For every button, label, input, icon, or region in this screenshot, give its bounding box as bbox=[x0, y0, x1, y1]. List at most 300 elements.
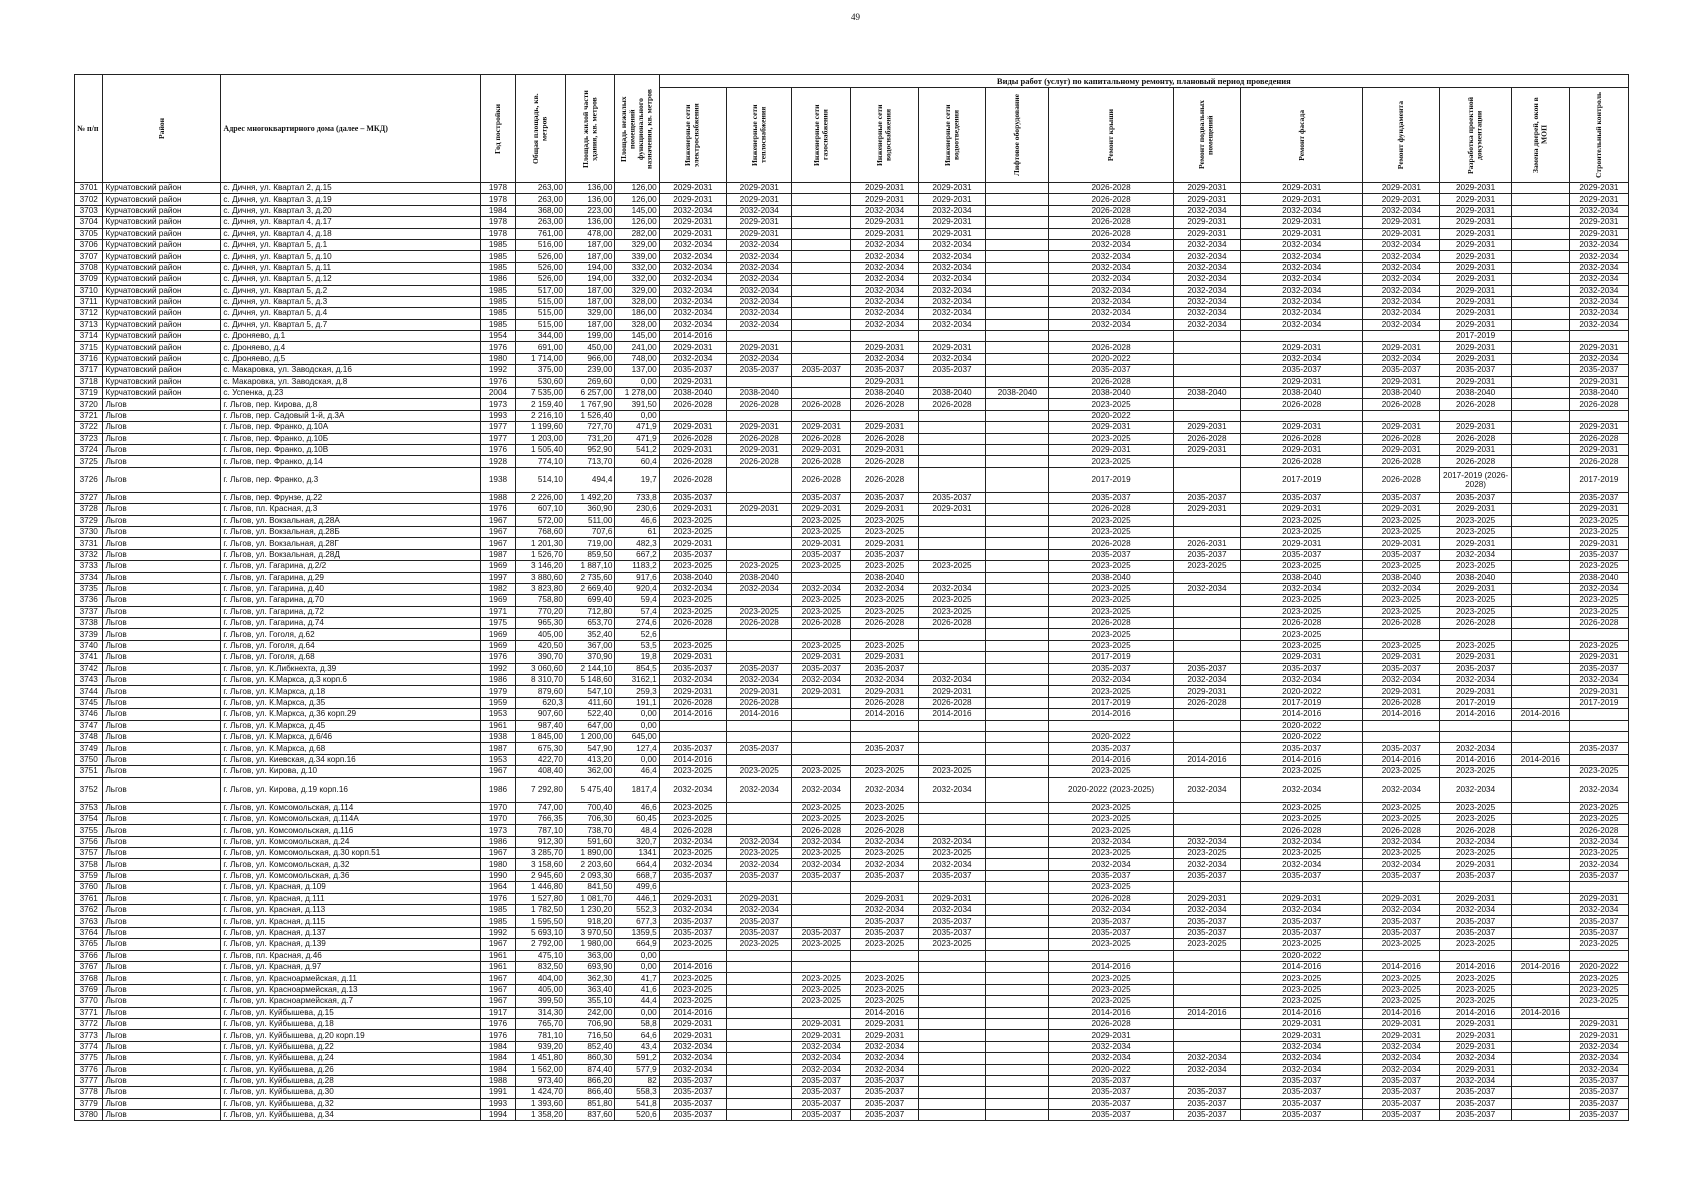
row-work-period: 2026-2028 bbox=[1049, 194, 1173, 205]
row-work-period: 2032-2034 bbox=[1241, 1041, 1363, 1052]
row-work-period bbox=[792, 262, 851, 273]
row-total-area: 765,70 bbox=[516, 1018, 566, 1029]
row-work-period: 2035-2037 bbox=[1363, 492, 1440, 503]
table-row bbox=[75, 422, 1629, 433]
row-number: 3730 bbox=[75, 526, 103, 537]
row-work-period: 2032-2034 bbox=[659, 1053, 726, 1064]
row-work-period bbox=[918, 410, 985, 421]
row-nonres-area: 1359,5 bbox=[615, 927, 659, 938]
row-work-period: 2035-2037 bbox=[1440, 1087, 1512, 1098]
row-number: 3708 bbox=[75, 262, 103, 273]
row-year: 1975 bbox=[480, 618, 516, 629]
row-work-period: 2023-2025 bbox=[727, 766, 792, 777]
row-work-period: 2032-2034 bbox=[1440, 1053, 1512, 1064]
row-address: г. Льгов, ул. К.Маркса, д.36 корп.29 bbox=[221, 709, 480, 720]
row-year: 1993 bbox=[480, 1098, 516, 1109]
row-work-period: 2029-2031 bbox=[659, 444, 726, 455]
row-work-period: 2032-2034 bbox=[1049, 905, 1173, 916]
row-work-period: 2029-2031 bbox=[1440, 353, 1512, 364]
row-work-period: 2035-2037 bbox=[918, 365, 985, 376]
row-total-area: 572,00 bbox=[516, 515, 566, 526]
row-work-period: 2029-2031 bbox=[1440, 1030, 1512, 1041]
row-work-period: 2014-2016 bbox=[1440, 1007, 1512, 1018]
table-row bbox=[75, 549, 1629, 560]
row-work-period: 2026-2028 bbox=[1363, 399, 1440, 410]
row-nonres-area: 329,00 bbox=[615, 239, 659, 250]
row-year: 1985 bbox=[480, 319, 516, 330]
row-work-period: 2023-2025 bbox=[1241, 629, 1363, 640]
row-work-period: 2038-2040 bbox=[1440, 388, 1512, 399]
row-year: 1970 bbox=[480, 813, 516, 824]
row-work-period: 2029-2031 bbox=[1440, 319, 1512, 330]
table-row bbox=[75, 595, 1629, 606]
row-work-period bbox=[727, 526, 792, 537]
row-work-period bbox=[1511, 939, 1569, 950]
row-work-period: 2035-2037 bbox=[1363, 549, 1440, 560]
row-work-period: 2035-2037 bbox=[659, 549, 726, 560]
row-work-period: 2020-2022 bbox=[1569, 962, 1628, 973]
row-work-period bbox=[918, 1110, 985, 1121]
row-work-period bbox=[986, 583, 1049, 594]
row-work-period bbox=[1440, 950, 1512, 961]
row-work-period bbox=[986, 640, 1049, 651]
row-work-period: 2035-2037 bbox=[851, 1075, 918, 1086]
row-living-area: 450,00 bbox=[565, 342, 615, 353]
row-work-period: 2029-2031 bbox=[727, 686, 792, 697]
row-work-period bbox=[1173, 618, 1240, 629]
row-address: г. Льгов, ул. Куйбышева, д.15 bbox=[221, 1007, 480, 1018]
row-work-period: 2035-2037 bbox=[792, 870, 851, 881]
row-living-area: 918,20 bbox=[565, 916, 615, 927]
row-work-period: 2032-2034 bbox=[1173, 308, 1240, 319]
row-work-period bbox=[986, 376, 1049, 387]
row-work-period: 2035-2037 bbox=[1241, 663, 1363, 674]
row-work-period: 2032-2034 bbox=[1173, 836, 1240, 847]
row-work-period: 2032-2034 bbox=[1241, 205, 1363, 216]
row-work-period: 2029-2031 bbox=[851, 422, 918, 433]
row-work-period: 2029-2031 bbox=[792, 504, 851, 515]
row-total-area: 515,00 bbox=[516, 308, 566, 319]
row-work-period: 2014-2016 bbox=[851, 709, 918, 720]
row-work-period: 2023-2025 bbox=[1440, 973, 1512, 984]
row-work-period bbox=[986, 836, 1049, 847]
row-total-area: 515,00 bbox=[516, 319, 566, 330]
row-work-period: 2023-2025 bbox=[1173, 848, 1240, 859]
row-work-period bbox=[1241, 882, 1363, 893]
row-work-period: 2032-2034 bbox=[1363, 319, 1440, 330]
row-work-period bbox=[1511, 640, 1569, 651]
row-nonres-area: 41,7 bbox=[615, 973, 659, 984]
row-year: 1977 bbox=[480, 433, 516, 444]
row-work-period: 2026-2028 bbox=[727, 618, 792, 629]
row-work-period: 2035-2037 bbox=[1569, 927, 1628, 938]
row-district: Льгов bbox=[103, 984, 221, 995]
row-number: 3717 bbox=[75, 365, 103, 376]
row-living-area: 1 980,00 bbox=[565, 939, 615, 950]
row-work-period: 2032-2034 bbox=[918, 905, 985, 916]
row-work-period: 2032-2034 bbox=[659, 296, 726, 307]
row-number: 3770 bbox=[75, 996, 103, 1007]
row-living-area: 136,00 bbox=[565, 217, 615, 228]
row-work-period: 2023-2025 bbox=[1241, 848, 1363, 859]
row-living-area: 329,00 bbox=[565, 308, 615, 319]
row-address: г. Льгов, ул. Гагарина, д.70 bbox=[221, 595, 480, 606]
row-work-period: 2032-2034 bbox=[1241, 583, 1363, 594]
row-work-period: 2032-2034 bbox=[727, 583, 792, 594]
row-work-period: 2035-2037 bbox=[792, 1110, 851, 1121]
row-address: с. Успенка, д.23 bbox=[221, 388, 480, 399]
row-work-period: 2032-2034 bbox=[1440, 743, 1512, 754]
row-district: Льгов bbox=[103, 561, 221, 572]
row-year: 1978 bbox=[480, 194, 516, 205]
table-row bbox=[75, 1053, 1629, 1064]
row-year: 1961 bbox=[480, 950, 516, 961]
row-nonres-area: 733,8 bbox=[615, 492, 659, 503]
row-work-period: 2029-2031 bbox=[659, 504, 726, 515]
row-address: г. Льгов, ул. Вокзальная, д.28Б bbox=[221, 526, 480, 537]
row-total-area: 832,50 bbox=[516, 962, 566, 973]
row-work-period: 2035-2037 bbox=[851, 870, 918, 881]
row-total-area: 7 535,00 bbox=[516, 388, 566, 399]
row-total-area: 515,00 bbox=[516, 296, 566, 307]
row-work-period bbox=[986, 422, 1049, 433]
row-work-period bbox=[1511, 183, 1569, 194]
row-district: Льгов bbox=[103, 1064, 221, 1075]
row-work-period bbox=[1440, 720, 1512, 731]
row-work-period: 2023-2025 bbox=[1241, 595, 1363, 606]
table-row bbox=[75, 1030, 1629, 1041]
col-work-header: Строительный контроль bbox=[1569, 88, 1628, 183]
row-work-period: 2026-2028 bbox=[792, 456, 851, 467]
row-living-area: 352,40 bbox=[565, 629, 615, 640]
row-work-period: 2026-2028 bbox=[1569, 399, 1628, 410]
row-work-period: 2029-2031 bbox=[1173, 504, 1240, 515]
row-work-period bbox=[986, 205, 1049, 216]
row-work-period bbox=[1173, 731, 1240, 742]
row-year: 1964 bbox=[480, 882, 516, 893]
row-work-period bbox=[727, 1064, 792, 1075]
row-district: Курчатовский район bbox=[103, 217, 221, 228]
row-district: Курчатовский район bbox=[103, 194, 221, 205]
row-living-area: 187,00 bbox=[565, 319, 615, 330]
row-work-period bbox=[1173, 825, 1240, 836]
row-nonres-area: 137,00 bbox=[615, 365, 659, 376]
row-living-area: 494,4 bbox=[565, 467, 615, 492]
table-row bbox=[75, 1098, 1629, 1109]
row-district: Льгов bbox=[103, 467, 221, 492]
row-work-period: 2035-2037 bbox=[1569, 870, 1628, 881]
row-work-period bbox=[1511, 262, 1569, 273]
row-work-period bbox=[986, 1018, 1049, 1029]
row-work-period: 2014-2016 bbox=[1049, 1007, 1173, 1018]
row-number: 3712 bbox=[75, 308, 103, 319]
row-work-period: 2014-2016 bbox=[1363, 1007, 1440, 1018]
row-work-period: 2035-2037 bbox=[659, 916, 726, 927]
table-row bbox=[75, 709, 1629, 720]
row-work-period: 2029-2031 bbox=[1241, 342, 1363, 353]
row-number: 3723 bbox=[75, 433, 103, 444]
row-work-period: 2023-2025 bbox=[792, 606, 851, 617]
row-address: г. Льгов, ул. К.Либкнехта, д.39 bbox=[221, 663, 480, 674]
repair-plan-table bbox=[74, 74, 1629, 1121]
row-district: Льгов bbox=[103, 916, 221, 927]
row-work-period: 2020-2022 bbox=[1049, 353, 1173, 364]
row-work-period bbox=[1511, 663, 1569, 674]
col-work-header: Ремонт крыши bbox=[1049, 88, 1173, 183]
row-work-period bbox=[1173, 813, 1240, 824]
row-district: Курчатовский район bbox=[103, 308, 221, 319]
row-work-period: 2026-2028 bbox=[1241, 618, 1363, 629]
row-address: г. Льгов, ул. Гагарина, д.2/2 bbox=[221, 561, 480, 572]
row-work-period bbox=[918, 973, 985, 984]
row-work-period: 2023-2025 bbox=[1363, 766, 1440, 777]
row-work-period: 2032-2034 bbox=[851, 905, 918, 916]
row-work-period: 2032-2034 bbox=[851, 675, 918, 686]
row-year: 1980 bbox=[480, 859, 516, 870]
row-work-period bbox=[1173, 353, 1240, 364]
row-work-period bbox=[792, 905, 851, 916]
row-work-period: 2023-2025 bbox=[1440, 802, 1512, 813]
row-year: 1976 bbox=[480, 1018, 516, 1029]
row-work-period: 2029-2031 bbox=[1241, 228, 1363, 239]
row-work-period: 2035-2037 bbox=[1173, 916, 1240, 927]
row-living-area: 2 735,60 bbox=[565, 572, 615, 583]
row-work-period bbox=[792, 388, 851, 399]
row-work-period: 2038-2040 bbox=[1363, 388, 1440, 399]
row-district: Льгов bbox=[103, 1018, 221, 1029]
table-row bbox=[75, 194, 1629, 205]
row-work-period bbox=[792, 882, 851, 893]
row-work-period bbox=[918, 376, 985, 387]
row-living-area: 952,90 bbox=[565, 444, 615, 455]
row-work-period: 2017-2019 bbox=[1569, 697, 1628, 708]
row-work-period: 2032-2034 bbox=[1049, 251, 1173, 262]
row-work-period bbox=[918, 743, 985, 754]
row-work-period: 2035-2037 bbox=[1049, 927, 1173, 938]
row-nonres-area: 60,45 bbox=[615, 813, 659, 824]
row-district: Льгов bbox=[103, 950, 221, 961]
row-total-area: 408,40 bbox=[516, 766, 566, 777]
row-work-period bbox=[727, 492, 792, 503]
row-district: Льгов bbox=[103, 595, 221, 606]
row-work-period: 2026-2028 bbox=[659, 467, 726, 492]
row-work-period: 2032-2034 bbox=[1173, 1064, 1240, 1075]
row-work-period bbox=[727, 720, 792, 731]
row-work-period: 2032-2034 bbox=[1173, 205, 1240, 216]
row-living-area: 187,00 bbox=[565, 296, 615, 307]
table-row bbox=[75, 652, 1629, 663]
row-work-period: 2023-2025 bbox=[1569, 813, 1628, 824]
row-work-period: 2032-2034 bbox=[1440, 905, 1512, 916]
row-work-period bbox=[792, 342, 851, 353]
row-work-period bbox=[1511, 515, 1569, 526]
row-total-area: 3 285,70 bbox=[516, 848, 566, 859]
row-total-area: 2 216,10 bbox=[516, 410, 566, 421]
row-work-period: 2029-2031 bbox=[1363, 228, 1440, 239]
row-work-period: 2032-2034 bbox=[1363, 296, 1440, 307]
row-work-period bbox=[918, 515, 985, 526]
row-total-area: 3 158,60 bbox=[516, 859, 566, 870]
row-work-period bbox=[986, 1041, 1049, 1052]
row-work-period: 2023-2025 bbox=[1363, 606, 1440, 617]
row-work-period: 2023-2025 bbox=[851, 606, 918, 617]
col-work-header: Ремонт фундамента bbox=[1363, 88, 1440, 183]
row-work-period bbox=[851, 731, 918, 742]
row-work-period bbox=[1173, 1075, 1240, 1086]
row-total-area: 747,00 bbox=[516, 802, 566, 813]
row-address: г. Льгов, ул. Гагарина, д.29 bbox=[221, 572, 480, 583]
row-year: 1978 bbox=[480, 228, 516, 239]
row-work-period bbox=[918, 422, 985, 433]
row-address: г. Льгов, ул. Комсомольская, д.36 bbox=[221, 870, 480, 881]
row-number: 3753 bbox=[75, 802, 103, 813]
row-work-period: 2035-2037 bbox=[659, 1087, 726, 1098]
row-total-area: 390,70 bbox=[516, 652, 566, 663]
row-total-area: 3 060,60 bbox=[516, 663, 566, 674]
row-work-period: 2032-2034 bbox=[1363, 239, 1440, 250]
row-work-period: 2029-2031 bbox=[659, 686, 726, 697]
row-nonres-area: 46,6 bbox=[615, 802, 659, 813]
row-year: 1985 bbox=[480, 916, 516, 927]
row-work-period: 2029-2031 bbox=[1440, 583, 1512, 594]
row-work-period bbox=[986, 893, 1049, 904]
row-nonres-area: 667,2 bbox=[615, 549, 659, 560]
row-number: 3767 bbox=[75, 962, 103, 973]
row-district: Курчатовский район bbox=[103, 285, 221, 296]
row-district: Льгов bbox=[103, 1030, 221, 1041]
row-work-period: 2029-2031 bbox=[792, 1018, 851, 1029]
row-work-period bbox=[918, 1030, 985, 1041]
row-work-period: 2035-2037 bbox=[792, 549, 851, 560]
row-work-period bbox=[986, 251, 1049, 262]
row-work-period bbox=[986, 1110, 1049, 1121]
table-row bbox=[75, 686, 1629, 697]
row-work-period: 2035-2037 bbox=[659, 927, 726, 938]
row-work-period: 2038-2040 bbox=[1049, 572, 1173, 583]
table-row bbox=[75, 836, 1629, 847]
row-work-period: 2029-2031 bbox=[727, 342, 792, 353]
row-nonres-area: 471,9 bbox=[615, 422, 659, 433]
row-work-period: 2026-2028 bbox=[659, 618, 726, 629]
row-year: 1938 bbox=[480, 467, 516, 492]
row-work-period: 2029-2031 bbox=[918, 194, 985, 205]
row-work-period: 2035-2037 bbox=[1241, 365, 1363, 376]
row-work-period bbox=[659, 731, 726, 742]
row-work-period: 2029-2031 bbox=[1363, 376, 1440, 387]
row-district: Льгов bbox=[103, 962, 221, 973]
row-work-period bbox=[1173, 766, 1240, 777]
row-total-area: 263,00 bbox=[516, 183, 566, 194]
row-total-area: 526,00 bbox=[516, 251, 566, 262]
row-work-period: 2029-2031 bbox=[1173, 444, 1240, 455]
row-year: 1967 bbox=[480, 515, 516, 526]
table-row bbox=[75, 365, 1629, 376]
row-living-area: 647,00 bbox=[565, 720, 615, 731]
row-work-period bbox=[792, 697, 851, 708]
row-work-period: 2026-2028 bbox=[1569, 456, 1628, 467]
table-row bbox=[75, 777, 1629, 802]
row-work-period: 2032-2034 bbox=[1569, 1053, 1628, 1064]
row-work-period: 2032-2034 bbox=[792, 836, 851, 847]
row-living-area: 1 081,70 bbox=[565, 893, 615, 904]
row-work-period: 2032-2034 bbox=[1363, 262, 1440, 273]
row-work-period bbox=[792, 410, 851, 421]
row-work-period bbox=[986, 515, 1049, 526]
row-year: 1970 bbox=[480, 802, 516, 813]
row-year: 1976 bbox=[480, 342, 516, 353]
row-total-area: 1 505,40 bbox=[516, 444, 566, 455]
row-work-period bbox=[1511, 848, 1569, 859]
row-work-period: 2023-2025 bbox=[1363, 984, 1440, 995]
row-work-period: 2023-2025 bbox=[1569, 526, 1628, 537]
row-work-period: 2032-2034 bbox=[851, 308, 918, 319]
row-year: 1990 bbox=[480, 870, 516, 881]
row-work-period: 2026-2028 bbox=[918, 618, 985, 629]
row-work-period bbox=[1569, 882, 1628, 893]
row-work-period bbox=[1511, 870, 1569, 881]
row-work-period: 2023-2025 bbox=[792, 848, 851, 859]
row-work-period: 2029-2031 bbox=[1241, 444, 1363, 455]
row-work-period: 2023-2025 bbox=[1241, 802, 1363, 813]
row-work-period bbox=[1173, 709, 1240, 720]
row-work-period: 2014-2016 bbox=[659, 709, 726, 720]
row-nonres-area: 126,00 bbox=[615, 183, 659, 194]
row-work-period: 2023-2025 bbox=[1440, 561, 1512, 572]
row-work-period bbox=[986, 561, 1049, 572]
row-living-area: 411,60 bbox=[565, 697, 615, 708]
row-work-period: 2032-2034 bbox=[1569, 1041, 1628, 1052]
row-work-period bbox=[918, 984, 985, 995]
row-work-period: 2023-2025 bbox=[792, 595, 851, 606]
row-work-period: 2035-2037 bbox=[851, 549, 918, 560]
row-year: 1985 bbox=[480, 239, 516, 250]
row-work-period bbox=[918, 549, 985, 560]
row-work-period: 2032-2034 bbox=[1363, 308, 1440, 319]
row-work-period: 2029-2031 bbox=[1241, 1030, 1363, 1041]
row-work-period bbox=[1511, 686, 1569, 697]
row-address: г. Льгов, ул. Куйбышева, д.26 bbox=[221, 1064, 480, 1075]
row-work-period bbox=[1511, 743, 1569, 754]
row-work-period: 2026-2031 bbox=[1173, 538, 1240, 549]
table-row bbox=[75, 697, 1629, 708]
row-nonres-area: 664,9 bbox=[615, 939, 659, 950]
row-total-area: 939,20 bbox=[516, 1041, 566, 1052]
row-nonres-area: 1183,2 bbox=[615, 561, 659, 572]
row-living-area: 187,00 bbox=[565, 285, 615, 296]
row-work-period: 2023-2025 bbox=[1569, 640, 1628, 651]
row-address: г. Льгов, ул. Гагарина, д.40 bbox=[221, 583, 480, 594]
row-work-period: 2032-2034 bbox=[851, 262, 918, 273]
row-work-period: 2023-2025 bbox=[1049, 399, 1173, 410]
row-work-period bbox=[727, 754, 792, 765]
row-work-period bbox=[1569, 410, 1628, 421]
row-work-period: 2023-2025 bbox=[1569, 848, 1628, 859]
row-living-area: 547,90 bbox=[565, 743, 615, 754]
row-address: г. Льгов, ул. Гагарина, д.74 bbox=[221, 618, 480, 629]
row-living-area: 136,00 bbox=[565, 194, 615, 205]
row-work-period bbox=[1511, 410, 1569, 421]
row-district: Льгов bbox=[103, 618, 221, 629]
row-nonres-area: 82 bbox=[615, 1075, 659, 1086]
row-number: 3728 bbox=[75, 504, 103, 515]
row-work-period: 2035-2037 bbox=[1569, 1098, 1628, 1109]
row-work-period: 2032-2034 bbox=[918, 308, 985, 319]
row-living-area: 706,90 bbox=[565, 1018, 615, 1029]
row-address: г. Льгов, пер. Франко, д.3 bbox=[221, 467, 480, 492]
row-living-area: 511,00 bbox=[565, 515, 615, 526]
row-work-period: 2029-2031 bbox=[918, 342, 985, 353]
row-work-period: 2029-2031 bbox=[792, 686, 851, 697]
